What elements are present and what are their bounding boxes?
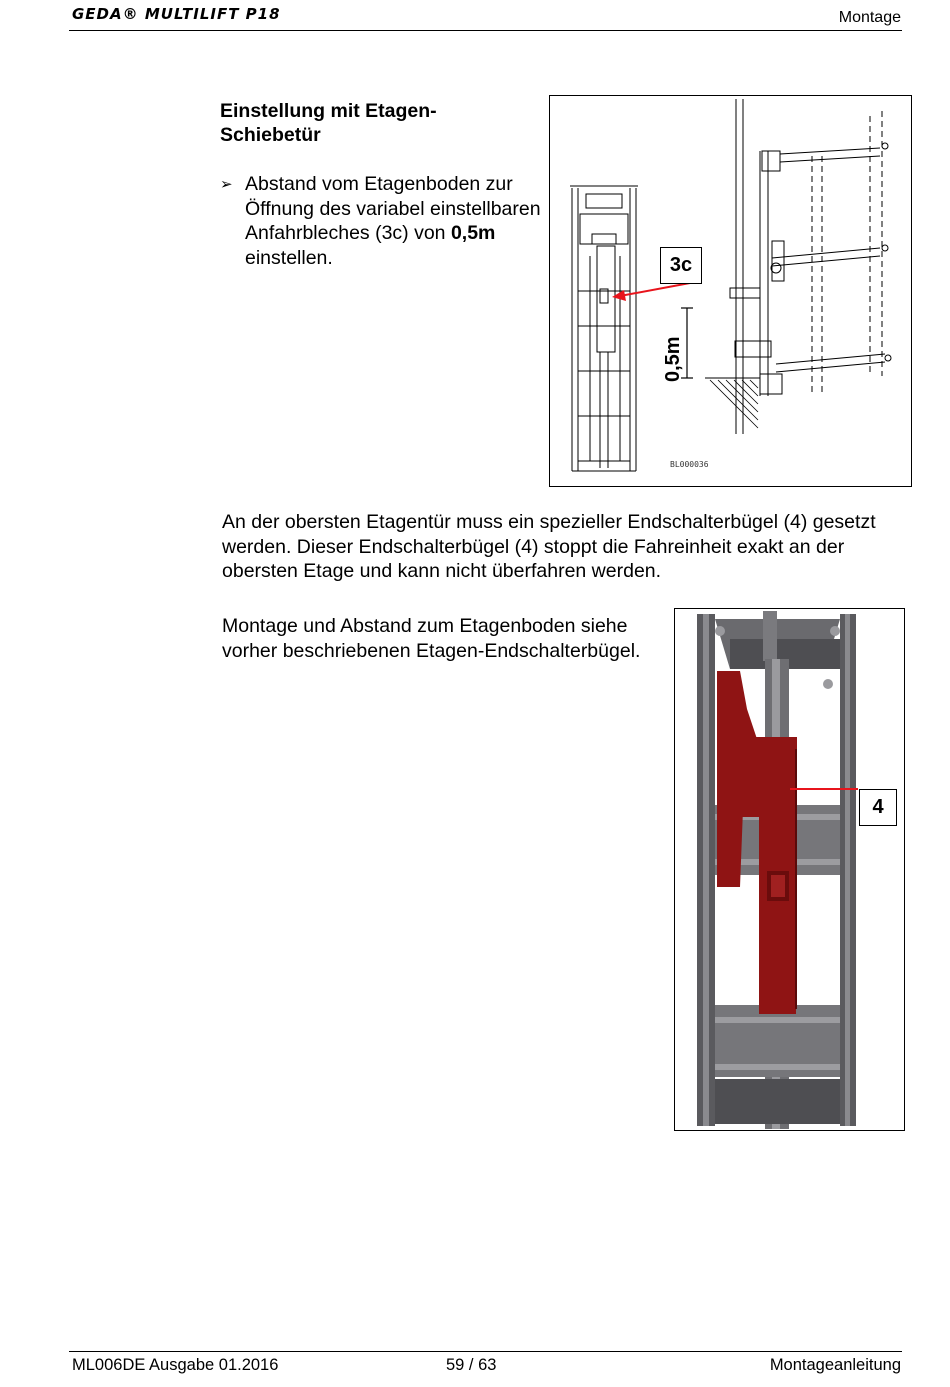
- paragraph-mounting: Montage und Abstand zum Etagenboden siehe vorher beschriebenen Etagen-Endschalterbügel.: [222, 615, 641, 662]
- section-title: Montage: [838, 9, 901, 26]
- footer-divider: [69, 1351, 902, 1352]
- instruction-bullet: [220, 172, 550, 270]
- bullet-text: [245, 172, 550, 270]
- brand-logo: GEDA® MULTILIFT P18: [72, 5, 281, 23]
- drawing-code: BL000036: [670, 460, 709, 469]
- bracket-rendering: [675, 609, 904, 1130]
- paragraph-top-floor: An der obersten Etagentür muss ein spezieller Endschalterbügel (4) gesetzt werden. Dieser Endschalterbügel (4) stoppt die Fahreinheit exakt an der obersten Etage und kann nicht überfahren werden.: [222, 511, 876, 583]
- technical-drawing: [550, 96, 911, 486]
- footer-doc-type: Montageanleitung: [769, 1356, 901, 1374]
- callout-4: 4: [859, 789, 897, 826]
- figure-slide-plate: [549, 95, 912, 487]
- measurement-label: 0,5m: [662, 336, 684, 382]
- bullet-arrow-icon: ➢: [220, 175, 233, 193]
- callout-3c: 3c: [660, 247, 702, 284]
- footer-doc-id: ML006DE Ausgabe 01.2016: [72, 1356, 279, 1374]
- page-title: Einstellung mit Etagen-Schiebetür: [220, 100, 437, 146]
- bullet-text-end: einstellen.: [245, 246, 333, 269]
- figure-limit-switch-bracket: [674, 608, 905, 1131]
- bullet-text-start: Abstand vom Etagenboden zur Öffnung des variabel einstellbaren Anfahrbleches (3c) von: [245, 173, 541, 245]
- bullet-bold-value: 0,5m: [450, 222, 496, 245]
- footer-page-number: 59 / 63: [446, 1356, 497, 1374]
- header-divider: [69, 30, 902, 31]
